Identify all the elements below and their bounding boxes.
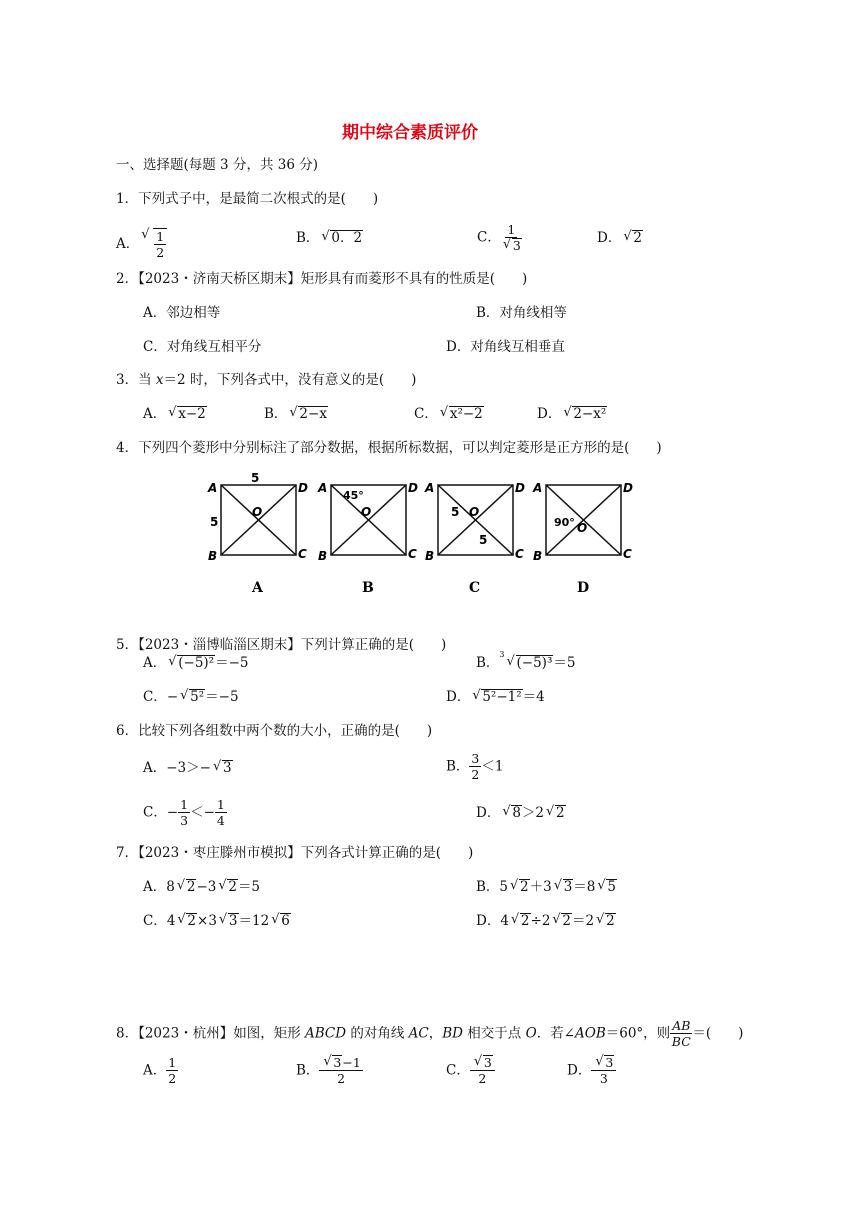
angle-mark: 90° — [554, 516, 575, 529]
point-o-label: O — [577, 521, 588, 535]
page-title: 期中综合素质评价 — [342, 123, 478, 143]
point-b-label: B — [208, 549, 218, 563]
point-a-label: A — [425, 481, 435, 495]
section-heading: 一、选择题(每题 3 分，共 36 分) — [116, 157, 318, 173]
question-5-stem: 5．【2023・淄博临淄区期末】下列计算正确的是( ) — [116, 637, 447, 653]
figure-caption-c: C — [469, 580, 481, 596]
q5-option-c[interactable]: C．−√ 5²＝−5 — [143, 689, 239, 705]
q2-option-b[interactable]: B．对角线相等 — [476, 305, 567, 321]
question-6-stem: 6．比较下列各组数中两个数的大小，正确的是( ) — [116, 723, 433, 739]
q7-option-b[interactable]: B．5√ 2＋3√ 3＝8√ 5 — [476, 879, 617, 895]
q7-option-c[interactable]: C．4√ 2×3√ 3＝12√ 6 — [143, 913, 291, 929]
q8-option-c[interactable]: C． √ $\frac{3}{2}$ — [446, 1055, 495, 1086]
point-a-label: A — [533, 481, 543, 495]
point-b-label: B — [425, 549, 435, 563]
question-1-stem: 1．下列式子中，是最简二次根式的是( ) — [116, 191, 379, 207]
side-length-mark: 5 — [210, 515, 219, 529]
q2-option-d[interactable]: D．对角线互相垂直 — [446, 339, 565, 355]
figure-caption-d: D — [577, 580, 590, 596]
figure-caption-b: B — [362, 580, 374, 596]
point-o-label: O — [252, 505, 263, 519]
q3-option-b[interactable]: B．√ 2−x — [264, 406, 328, 422]
q4-figures — [200, 472, 640, 598]
q8-option-d[interactable]: D． √ $\frac{3}{3}$ — [567, 1055, 616, 1086]
question-2-stem: 2．【2023・济南天桥区期末】矩形具有而菱形不具有的性质是( ) — [116, 271, 528, 287]
point-c-label: C — [408, 547, 417, 561]
q7-option-d[interactable]: D．4√ 2÷2√ 2＝2√ 2 — [476, 913, 616, 929]
q6-option-b[interactable]: B． $\frac{3}{2}$ ＜1 — [446, 751, 504, 782]
point-o-label: O — [361, 505, 372, 519]
q5-option-a[interactable]: A．√ (−5)²＝−5 — [143, 655, 249, 671]
q5-option-d[interactable]: D．√ 5²−1²＝4 — [446, 689, 545, 705]
figure-caption-a: A — [252, 580, 263, 596]
q1-option-d[interactable]: D．√ 2 — [597, 230, 643, 246]
point-a-label: A — [318, 481, 328, 495]
question-4-stem: 4．下列四个菱形中分别标注了部分数据，根据所标数据，可以判定菱形是正方形的是( ) — [116, 440, 662, 456]
q3-option-d[interactable]: D．√ 2−x² — [537, 406, 607, 422]
point-d-label: D — [408, 481, 418, 495]
question-3-stem: 3．当 x＝2 时，下列各式中，没有意义的是( ) — [116, 372, 417, 388]
side-length-mark: 5 — [251, 472, 260, 485]
q1-option-c[interactable]: C． 1 √ 3 — [477, 222, 522, 253]
q8-option-a[interactable]: A． $\frac{1}{2}$ — [143, 1055, 177, 1086]
point-o-label: O — [469, 505, 480, 519]
q1-option-b[interactable]: B．√ 0．2 — [296, 230, 363, 246]
radical: √ $\frac{1}{2}$ — [141, 228, 167, 260]
point-c-label: C — [623, 547, 632, 561]
angle-mark: 45° — [343, 489, 364, 502]
q8-option-b[interactable]: B． √ $\frac{3-1}{2}$ — [296, 1055, 363, 1086]
question-7-stem: 7．【2023・枣庄滕州市模拟】下列各式计算正确的是( ) — [116, 845, 474, 861]
point-b-label: B — [533, 549, 543, 563]
point-d-label: D — [515, 481, 525, 495]
q6-option-c[interactable]: C．− $\frac{1}{3}$ ＜− $\frac{1}{4}$ — [143, 797, 225, 828]
segment-length-mark: 5 — [479, 533, 488, 547]
point-d-label: D — [623, 481, 633, 495]
point-d-label: D — [298, 481, 308, 495]
q7-option-a[interactable]: A．8√ 2−3√ 2＝5 — [143, 879, 260, 895]
q2-option-a[interactable]: A．邻边相等 — [143, 305, 221, 321]
question-8-stem: 8．【2023・杭州】如图，矩形 ABCD 的对角线 AC，BD 相交于点 O．若∠AOB＝60°，则 $\frac{AB}{BC}$ ＝( ) — [116, 1018, 744, 1049]
q6-option-a[interactable]: A．−3＞−√ 3 — [143, 760, 233, 776]
q3-option-c[interactable]: C．√ x²−2 — [414, 406, 484, 422]
point-c-label: C — [298, 547, 307, 561]
q5-option-b[interactable]: B．$^3$√ (−5)³＝5 — [476, 655, 575, 671]
point-a-label: A — [208, 481, 218, 495]
q2-option-c[interactable]: C．对角线互相平分 — [143, 339, 262, 355]
segment-length-mark: 5 — [451, 505, 460, 519]
q3-option-a[interactable]: A．√ x−2 — [143, 406, 207, 422]
point-b-label: B — [318, 549, 328, 563]
q6-option-d[interactable]: D．√ 8＞2√ 2 — [476, 805, 566, 821]
point-c-label: C — [515, 547, 524, 561]
q1-option-a[interactable]: A． √ $\frac{1}{2}$ — [116, 228, 167, 260]
